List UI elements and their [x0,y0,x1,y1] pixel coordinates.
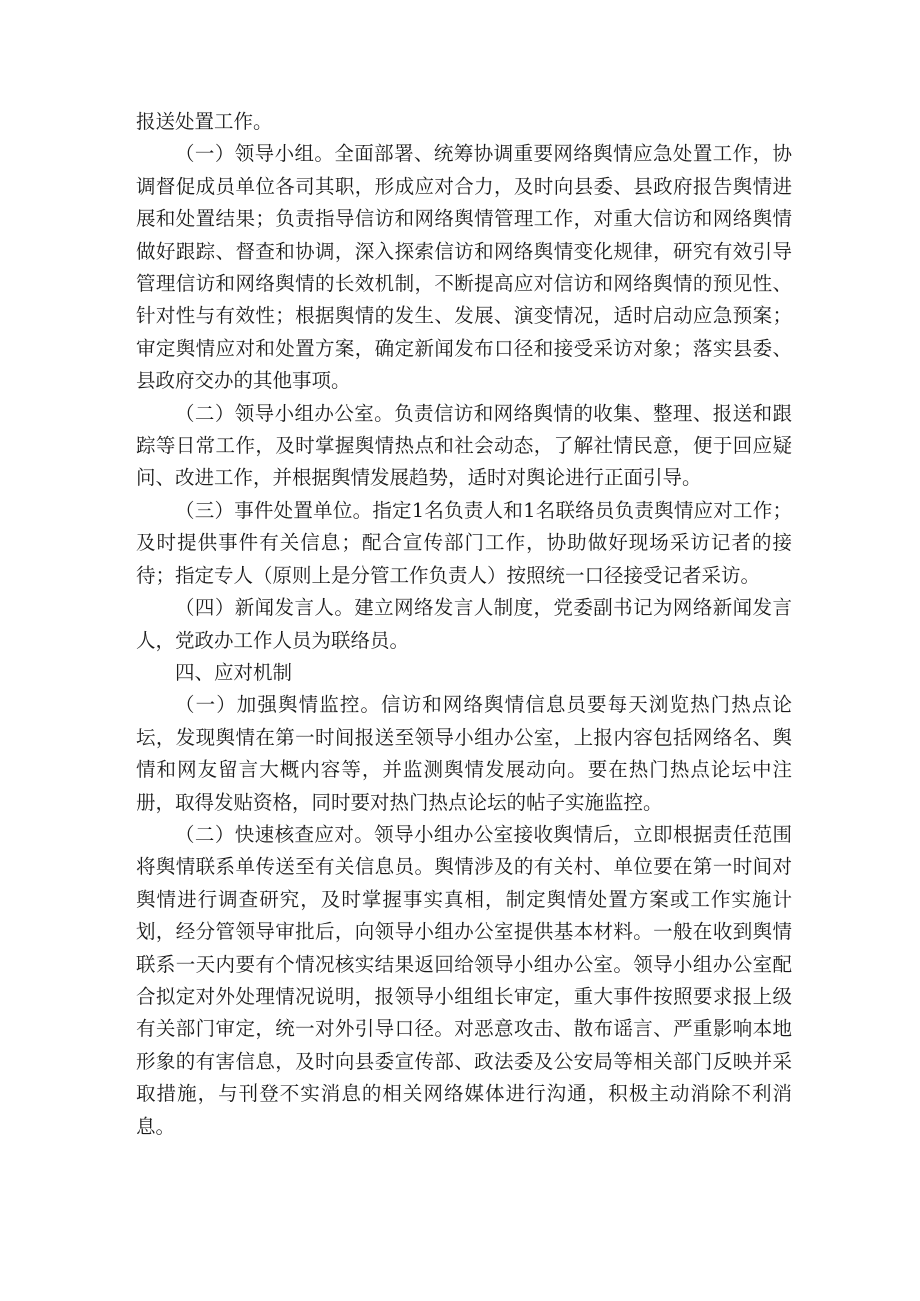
paragraph-leadership-group: （一）领导小组。全面部署、统筹协调重要网络舆情应急处置工作，协调督促成员单位各司其职，形成应对合力，及时向县委、县政府报告舆情进展和处置结果；负责指导信访和网络舆情管理工作，对重大信访和网络舆情做好跟踪、督查和协调，深入探索信访和网络舆情变化规律，研究有效引导管理信访和网络舆情的长效机制，不断提高应对信访和网络舆情的预见性、针对性与有效性；根据舆情的发生、发展、演变情况，适时启动应急预案；审定舆情应对和处置方案，确定新闻发布口径和接受采访对象；落实县委、县政府交办的其他事项。 [136,142,792,393]
paragraph-continuation: 报送处置工作。 [136,110,273,133]
paragraph-monitoring: （一）加强舆情监控。信访和网络舆情信息员要每天浏览热门热点论坛，发现舆情在第一时间报送至领导小组办公室，上报内容包括网络名、舆情和网友留言大概内容等，并监测舆情发展动向。要在热门热点论坛中注册，取得发贴资格，同时要对热门热点论坛的帖子实施监控。 [136,693,792,814]
document-body [136,106,792,1143]
paragraph-rapid-verification: （二）快速核查应对。领导小组办公室接收舆情后，立即根据责任范围将舆情联系单传送至有关信息员。舆情涉及的有关村、单位要在第一时间对舆情进行调查研究，及时掌握事实真相，制定舆情处置方案或工作实施计划，经分管领导审批后，向领导小组办公室提供基本材料。一般在收到舆情联系一天内要有个情况核实结果返回给领导小组办公室。领导小组办公室配合拟定对外处理情况说明，报领导小组组长审定，重大事件按照要求报上级有关部门审定，统一对外引导口径。对恶意攻击、散布谣言、严重影响本地形象的有害信息，及时向县委宣传部、政法委及公安局等相关部门反映并采取措施，与刊登不实消息的相关网络媒体进行沟通，积极主动消除不利消息。 [136,822,792,1138]
paragraph-spokesperson: （四）新闻发言人。建立网络发言人制度，党委副书记为网络新闻发言人，党政办工作人员为联络员。 [136,596,792,652]
paragraph-group-office: （二）领导小组办公室。负责信访和网络舆情的收集、整理、报送和跟踪等日常工作，及时掌握舆情热点和社会动态，了解社情民意，便于回应疑问、改进工作，并根据舆情发展趋势，适时对舆论进行正面引导。 [136,401,792,490]
section-heading-response-mechanism: 四、应对机制 [175,660,293,684]
paragraph-handling-unit: （三）事件处置单位。指定1名负责人和1名联络员负责舆情应对工作；及时提供事件有关信息；配合宣传部门工作，协助做好现场采访记者的接待；指定专人（原则上是分管工作负责人）按照统一口径接受记者采访。 [136,498,792,587]
